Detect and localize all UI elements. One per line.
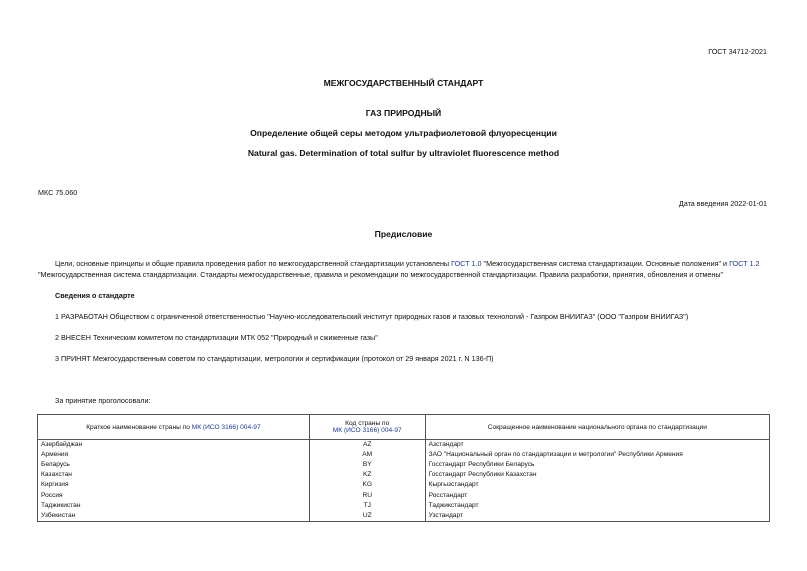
column-header-body: Сокращенное наименование национального органа по стандартизации (425, 415, 769, 440)
cell-country: Беларусь (38, 460, 310, 470)
foreword-heading: Предисловие (374, 229, 433, 239)
info-item-adopted: 3 ПРИНЯТ Межгосударственным советом по стандартизации, метрологии и сертификации (протокол от 29 января 2021 г. N 136-П) (55, 354, 494, 363)
cell-code: TJ (309, 501, 425, 511)
table-row (38, 490, 770, 500)
table-row (38, 450, 770, 460)
cell-standards-body: Узстандарт (425, 511, 769, 522)
info-item-introduced: 2 ВНЕСЕН Техническим комитетом по стандартизации МТК 052 "Природный и сжиженные газы" (55, 333, 378, 342)
cell-code: RU (309, 490, 425, 500)
mk-iso-3166-code-link[interactable]: МК (ИСО 3166) 004-97 (332, 427, 402, 434)
cell-code: AM (309, 450, 425, 460)
cell-standards-body: Госстандарт Республики Казахстан (425, 470, 769, 480)
introduction-date: Дата введения 2022-01-01 (678, 199, 767, 208)
cell-standards-body: ЗАО "Национальный орган по стандартизации и метрологии" Республики Армения (425, 450, 769, 460)
cell-country: Россия (38, 490, 310, 500)
cell-standards-body: Азстандарт (425, 440, 769, 451)
voting-states-table (37, 414, 770, 522)
cell-country: Таджикистан (38, 501, 310, 511)
column-header-country-text: Краткое наименование страны по (86, 423, 192, 431)
cell-code: KZ (309, 470, 425, 480)
cell-country: Узбекистан (38, 511, 310, 522)
table-header-row (38, 415, 770, 440)
mk-iso-3166-link[interactable]: МК (ИСО 3166) 004-97 (191, 423, 261, 431)
document-code: ГОСТ 34712-2021 (708, 47, 767, 56)
table-row (38, 470, 770, 480)
cell-code: UZ (309, 511, 425, 522)
info-item-developed: 1 РАЗРАБОТАН Обществом с ограниченной ответственностью "Научно-исследовательский институт природных газов и газовых технологий - Газпром ВНИИГАЗ" (ООО "Газпром ВНИИГАЗ") (55, 312, 689, 321)
cell-code: AZ (309, 440, 425, 451)
gost-1-2-link[interactable]: ГОСТ 1.2 (729, 259, 760, 268)
table-row (38, 501, 770, 511)
foreword-paragraph-line1 (55, 259, 770, 268)
standard-name-heading: ГАЗ ПРИРОДНЫЙ (365, 108, 442, 118)
cell-code: BY (309, 460, 425, 470)
cell-standards-body: Росстандарт (425, 490, 769, 500)
gost-1-0-link[interactable]: ГОСТ 1.0 (451, 259, 482, 268)
cell-country: Киргизия (38, 480, 310, 490)
cell-country: Армения (38, 450, 310, 460)
table-row (38, 480, 770, 490)
foreword-paragraph-line2: "Межгосударственная система стандартизации. Стандарты межгосударственные, правила и рекомендации по межгосударственной стандартизации. Правила разработки, принятия, обновления и отмены" (38, 270, 724, 279)
mks-code: МКС 75.060 (38, 188, 78, 197)
table-row (38, 511, 770, 522)
table-row (38, 460, 770, 470)
column-header-code-text: Код страны по (345, 420, 390, 427)
voted-label: За принятие проголосовали: (55, 396, 151, 405)
cell-country: Азербайджан (38, 440, 310, 451)
cell-country: Казахстан (38, 470, 310, 480)
subtitle-russian: Определение общей серы методом ультрафиолетовой флуоресценции (250, 128, 557, 138)
column-header-code (309, 415, 425, 440)
cell-standards-body: Таджикстандарт (425, 501, 769, 511)
cell-code: KG (309, 480, 425, 490)
foreword-text-part1: Цели, основные принципы и общие правила проведения работ по межгосударственной стандартизации установлены (55, 259, 452, 268)
cell-standards-body: Кыргызстандарт (425, 480, 769, 490)
column-header-country (38, 415, 310, 440)
cell-standards-body: Госстандарт Республики Беларусь (425, 460, 769, 470)
table-row (38, 440, 770, 451)
standard-type-heading: МЕЖГОСУДАРСТВЕННЫЙ СТАНДАРТ (323, 78, 484, 88)
foreword-text-part2: "Межгосударственная система стандартизации. Основные положения" и (481, 259, 730, 268)
standard-info-heading: Сведения о стандарте (55, 291, 135, 300)
subtitle-english: Natural gas. Determination of total sulfur by ultraviolet fluorescence method (247, 148, 560, 158)
